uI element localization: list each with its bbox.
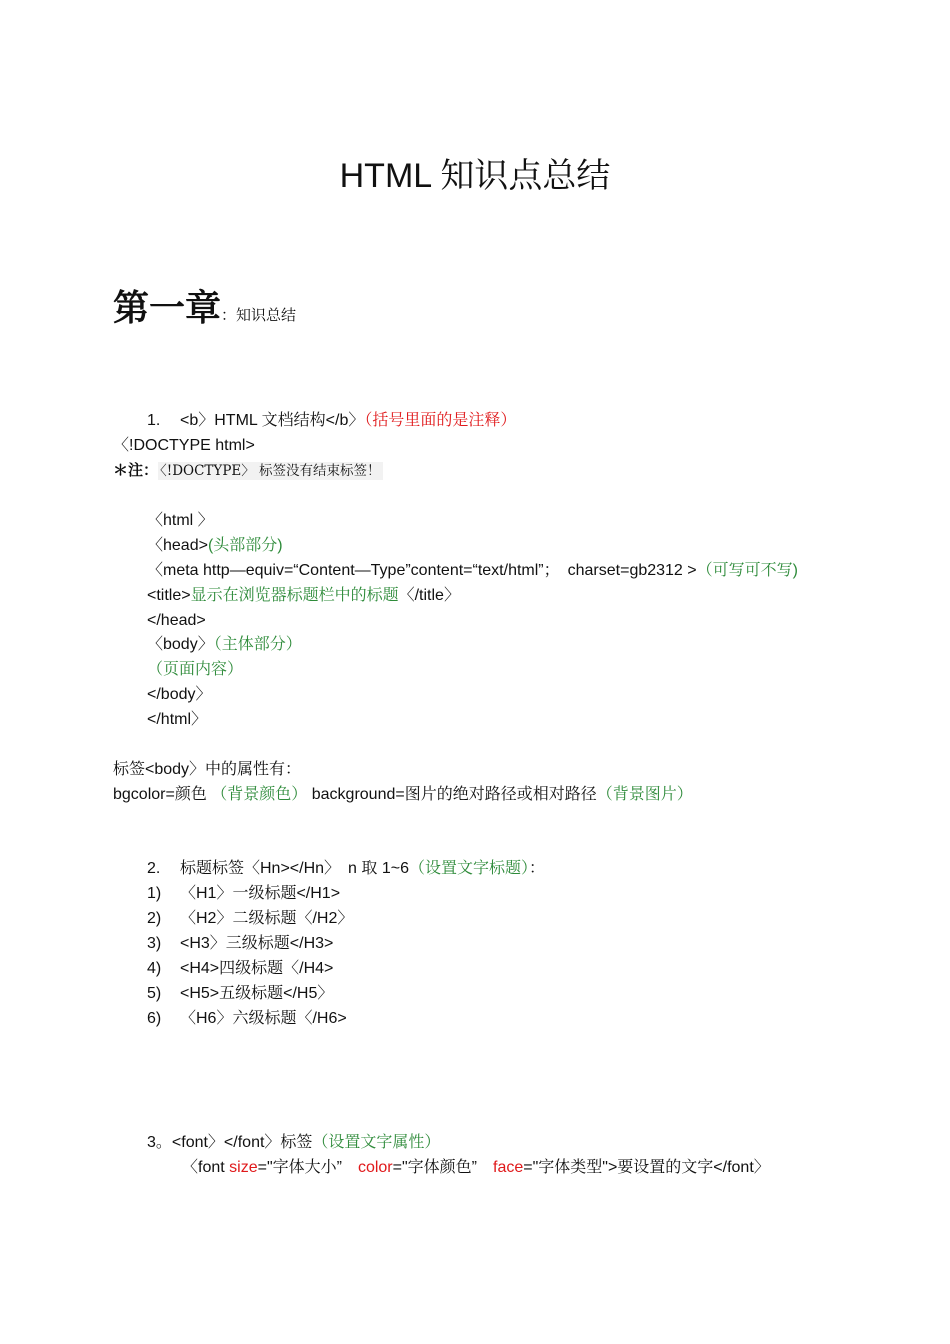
font-open: 〈font xyxy=(182,1159,230,1176)
code-html-open: 〈html 〉 xyxy=(147,512,214,529)
title-text: 显示在浏览器标题栏中的标题 xyxy=(190,587,399,604)
meta-note: （可写可不写) xyxy=(696,562,798,579)
attr-background-note: （背景图片） xyxy=(596,786,693,803)
list-item-text: <H4>四级标题〈/H4> xyxy=(180,960,334,977)
list-item xyxy=(147,906,353,931)
section1-heading xyxy=(147,408,516,433)
note-label: ＊注： xyxy=(113,461,159,479)
chapter-number: 第一章 xyxy=(113,287,222,329)
section2-heading-text: 标题标签〈Hn></Hn〉 n 取 1~6 xyxy=(180,860,409,877)
document-title: HTML 知识点总结 xyxy=(339,157,611,195)
code-meta xyxy=(147,558,798,583)
code-body-close: </body〉 xyxy=(147,686,212,703)
head-note: (头部部分) xyxy=(207,537,283,554)
list-item xyxy=(147,956,333,981)
attr-bgcolor-note: （背景颜色） xyxy=(211,786,308,803)
head-tag: 〈head> xyxy=(147,537,208,554)
section3-heading-text: 3。<font〉</font〉标签 xyxy=(147,1134,313,1151)
body-tag: 〈body〉 xyxy=(147,636,214,653)
code-head-close: </head> xyxy=(147,612,206,629)
section2-heading-note: （设置文字标题） xyxy=(408,860,529,877)
font-tag-example xyxy=(182,1155,770,1180)
chapter-heading xyxy=(113,286,296,330)
section2-heading-colon: ： xyxy=(529,860,546,877)
font-val-size: ="字体大小” xyxy=(257,1159,358,1176)
list-item xyxy=(147,931,333,956)
list-item-number: 4) xyxy=(147,960,162,977)
body-note: （主体部分） xyxy=(213,636,302,653)
body-attr-intro: 标签<body〉中的属性有： xyxy=(113,761,302,778)
doctype-line: 〈!DOCTYPE html> xyxy=(113,437,255,454)
list-item xyxy=(147,881,340,906)
code-page-content: （页面内容） xyxy=(147,661,244,678)
font-val-face: ="字体类型">要设置的文字</font〉 xyxy=(523,1159,770,1176)
font-val-color: ="字体颜色” xyxy=(392,1159,493,1176)
section3-heading xyxy=(147,1130,440,1155)
code-html-close: </html〉 xyxy=(147,711,208,728)
list-item-text: 〈H2〉二级标题〈/H2〉 xyxy=(180,910,354,927)
list-item-text: 〈H6〉六级标题〈/H6> xyxy=(180,1010,347,1027)
code-head-open xyxy=(147,533,283,558)
font-attr-face: face xyxy=(493,1159,524,1176)
section2-heading xyxy=(147,856,545,881)
list-item xyxy=(147,1006,347,1031)
title-open-tag: <title> xyxy=(147,587,191,604)
list-item-number: 3) xyxy=(147,935,162,952)
list-item-text: <H3〉三级标题</H3> xyxy=(180,935,334,952)
list-item-number: 6) xyxy=(147,1010,162,1027)
list-item-number: 5) xyxy=(147,985,162,1002)
meta-tag: 〈meta http—equiv=“Content—Type”content=“text/html”； charset=gb2312 > xyxy=(147,562,697,579)
list-item xyxy=(147,981,333,1006)
attr-bgcolor: bgcolor=颜色 xyxy=(113,786,212,803)
section1-heading-note: （括号里面的是注释） xyxy=(364,412,517,429)
section1-heading-text: <b〉HTML 文档结构</b〉 xyxy=(180,412,365,429)
code-body-open xyxy=(147,632,302,657)
list-item-number: 2) xyxy=(147,910,162,927)
attr-background: background=图片的绝对路径或相对路径 xyxy=(307,786,597,803)
font-attr-color: color xyxy=(357,1159,393,1176)
font-attr-size: size xyxy=(229,1159,258,1176)
doctype-note xyxy=(113,459,383,482)
code-title xyxy=(147,583,460,608)
title-close-tag: 〈/title〉 xyxy=(398,587,460,604)
chapter-subtitle: ：知识总结 xyxy=(221,306,297,324)
list-item-text: 〈H1〉一级标题</H1> xyxy=(180,885,341,902)
section1-number: 1. xyxy=(147,412,161,429)
list-item-text: <H5>五级标题</H5〉 xyxy=(180,985,334,1002)
note-text: 〈!DOCTYPE〉 标签没有结束标签！ xyxy=(160,463,381,479)
list-item-number: 1) xyxy=(147,885,162,902)
section3-heading-note: （设置文字属性） xyxy=(312,1134,441,1151)
section2-number: 2. xyxy=(147,860,161,877)
body-attr-list xyxy=(113,782,693,807)
